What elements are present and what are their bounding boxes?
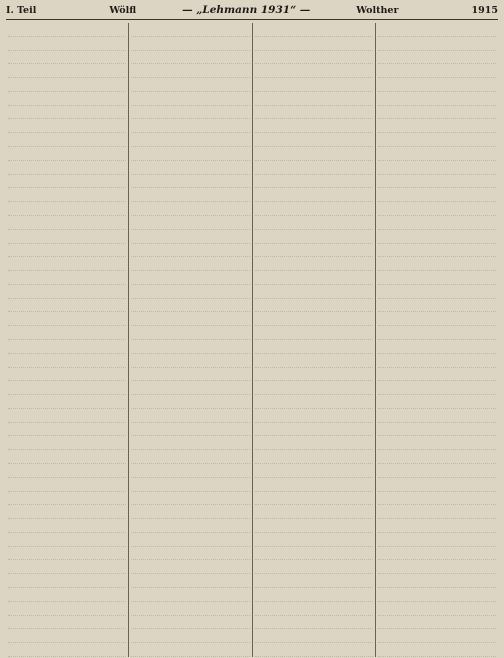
directory-entry <box>378 478 496 492</box>
directory-entry <box>131 312 249 326</box>
directory-entry <box>255 505 373 519</box>
directory-entry <box>8 106 126 120</box>
directory-entry <box>255 188 373 202</box>
directory-entry <box>378 271 496 285</box>
directory-entry <box>255 409 373 423</box>
directory-entry <box>255 629 373 643</box>
directory-entry <box>378 643 496 657</box>
directory-entry <box>378 175 496 189</box>
directory-entry <box>131 78 249 92</box>
directory-entry <box>8 37 126 51</box>
directory-entry <box>378 519 496 533</box>
directory-entry <box>255 147 373 161</box>
directory-entry <box>378 244 496 258</box>
directory-entry <box>131 64 249 78</box>
directory-entry <box>131 602 249 616</box>
directory-entry <box>8 519 126 533</box>
directory-entry <box>255 464 373 478</box>
directory-entry <box>255 119 373 133</box>
directory-entry <box>8 285 126 299</box>
directory-entry <box>255 64 373 78</box>
directory-entry <box>378 616 496 630</box>
directory-entry <box>378 106 496 120</box>
directory-columns <box>6 23 498 657</box>
directory-entry <box>8 450 126 464</box>
directory-entry <box>131 643 249 657</box>
directory-entry <box>131 230 249 244</box>
page-number: 1915 <box>471 5 498 16</box>
directory-entry <box>378 257 496 271</box>
directory-entry <box>255 271 373 285</box>
directory-entry <box>8 505 126 519</box>
directory-entry <box>8 202 126 216</box>
directory-entry <box>255 312 373 326</box>
directory-entry <box>8 216 126 230</box>
directory-entry <box>378 588 496 602</box>
directory-entry <box>378 450 496 464</box>
directory-entry <box>378 119 496 133</box>
directory-entry <box>255 519 373 533</box>
directory-entry <box>378 202 496 216</box>
directory-entry <box>8 161 126 175</box>
directory-entry <box>255 492 373 506</box>
directory-entry <box>8 230 126 244</box>
directory-entry <box>378 285 496 299</box>
directory-entry <box>8 643 126 657</box>
directory-entry <box>255 92 373 106</box>
directory-entry <box>255 78 373 92</box>
directory-entry <box>131 395 249 409</box>
directory-entry <box>8 423 126 437</box>
directory-entry <box>131 588 249 602</box>
running-head-right: Wolther <box>356 5 399 16</box>
directory-entry <box>8 92 126 106</box>
directory-entry <box>255 368 373 382</box>
directory-entry <box>131 147 249 161</box>
directory-entry <box>378 92 496 106</box>
directory-entry <box>131 119 249 133</box>
directory-entry <box>8 478 126 492</box>
directory-entry <box>8 409 126 423</box>
directory-entry <box>8 271 126 285</box>
directory-entry <box>378 368 496 382</box>
directory-entry <box>131 133 249 147</box>
directory-entry <box>378 602 496 616</box>
directory-entry <box>8 588 126 602</box>
directory-entry <box>255 450 373 464</box>
directory-entry <box>255 299 373 313</box>
directory-entry <box>131 492 249 506</box>
directory-entry <box>8 119 126 133</box>
directory-entry <box>8 354 126 368</box>
directory-entry <box>378 560 496 574</box>
directory-entry <box>378 340 496 354</box>
directory-entry <box>131 478 249 492</box>
directory-entry <box>255 395 373 409</box>
directory-entry <box>255 574 373 588</box>
directory-entry <box>255 478 373 492</box>
directory-entry <box>8 602 126 616</box>
directory-entry <box>378 492 496 506</box>
directory-entry <box>378 326 496 340</box>
directory-entry <box>131 409 249 423</box>
directory-entry <box>8 436 126 450</box>
directory-entry <box>131 326 249 340</box>
directory-entry <box>255 533 373 547</box>
directory-entry <box>131 175 249 189</box>
directory-entry <box>131 188 249 202</box>
directory-entry <box>255 340 373 354</box>
directory-entry <box>8 51 126 65</box>
directory-entry <box>378 381 496 395</box>
directory-entry <box>8 464 126 478</box>
directory-entry <box>131 202 249 216</box>
directory-entry <box>378 409 496 423</box>
directory-entry <box>8 312 126 326</box>
directory-entry <box>378 78 496 92</box>
directory-entry <box>131 216 249 230</box>
running-head-left: Wölfl <box>109 5 137 16</box>
directory-entry <box>255 354 373 368</box>
directory-entry <box>8 78 126 92</box>
directory-entry <box>378 147 496 161</box>
directory-entry <box>255 423 373 437</box>
directory-entry <box>131 616 249 630</box>
directory-entry <box>378 133 496 147</box>
directory-entry <box>8 244 126 258</box>
directory-column-3 <box>252 23 375 657</box>
directory-entry <box>255 381 373 395</box>
publication-banner: — „Lehmann 1931“ — <box>182 4 311 16</box>
directory-entry <box>378 23 496 37</box>
directory-entry <box>255 106 373 120</box>
directory-entry <box>131 519 249 533</box>
directory-entry <box>378 464 496 478</box>
directory-entry <box>131 505 249 519</box>
directory-entry <box>131 51 249 65</box>
directory-entry <box>8 147 126 161</box>
directory-entry <box>8 64 126 78</box>
directory-entry <box>378 188 496 202</box>
directory-entry <box>8 340 126 354</box>
directory-entry <box>378 423 496 437</box>
directory-entry <box>131 161 249 175</box>
directory-entry <box>378 395 496 409</box>
directory-entry <box>255 643 373 657</box>
directory-entry <box>8 547 126 561</box>
directory-entry <box>8 299 126 313</box>
directory-entry <box>255 202 373 216</box>
directory-column-4 <box>375 23 498 657</box>
directory-entry <box>378 547 496 561</box>
directory-entry <box>131 560 249 574</box>
directory-entry <box>131 629 249 643</box>
directory-entry <box>131 37 249 51</box>
directory-entry <box>131 106 249 120</box>
directory-entry <box>378 312 496 326</box>
directory-column-2 <box>128 23 251 657</box>
directory-entry <box>8 257 126 271</box>
directory-entry <box>8 188 126 202</box>
running-heads <box>109 4 398 16</box>
directory-entry <box>8 368 126 382</box>
directory-entry <box>8 616 126 630</box>
directory-entry <box>131 299 249 313</box>
directory-entry <box>378 505 496 519</box>
directory-entry <box>378 629 496 643</box>
directory-entry <box>255 257 373 271</box>
directory-entry <box>131 354 249 368</box>
directory-entry <box>8 326 126 340</box>
directory-entry <box>8 395 126 409</box>
directory-entry <box>378 299 496 313</box>
directory-entry <box>255 602 373 616</box>
directory-entry <box>131 436 249 450</box>
directory-entry <box>378 354 496 368</box>
directory-column-1 <box>6 23 128 657</box>
directory-entry <box>8 23 126 37</box>
directory-entry <box>255 285 373 299</box>
directory-entry <box>131 244 249 258</box>
directory-entry <box>131 368 249 382</box>
directory-entry <box>378 436 496 450</box>
directory-entry <box>8 574 126 588</box>
directory-entry <box>255 23 373 37</box>
directory-entry <box>255 216 373 230</box>
directory-entry <box>255 326 373 340</box>
directory-entry <box>255 547 373 561</box>
directory-entry <box>255 161 373 175</box>
directory-entry <box>131 271 249 285</box>
directory-entry <box>255 616 373 630</box>
directory-entry <box>131 547 249 561</box>
directory-entry <box>8 560 126 574</box>
directory-entry <box>378 161 496 175</box>
directory-entry <box>131 381 249 395</box>
directory-entry <box>131 92 249 106</box>
directory-entry <box>8 629 126 643</box>
directory-entry <box>8 133 126 147</box>
part-label: I. Teil <box>6 5 37 16</box>
directory-entry <box>378 533 496 547</box>
directory-entry <box>131 23 249 37</box>
directory-entry <box>378 574 496 588</box>
directory-entry <box>255 230 373 244</box>
directory-entry <box>8 381 126 395</box>
directory-entry <box>255 51 373 65</box>
directory-entry <box>378 51 496 65</box>
directory-entry <box>131 340 249 354</box>
directory-entry <box>255 436 373 450</box>
directory-entry <box>378 64 496 78</box>
directory-entry <box>255 133 373 147</box>
directory-entry <box>131 450 249 464</box>
directory-entry <box>131 574 249 588</box>
directory-entry <box>8 492 126 506</box>
directory-entry <box>378 216 496 230</box>
directory-entry <box>255 244 373 258</box>
directory-entry <box>378 37 496 51</box>
page-header <box>6 4 498 20</box>
directory-entry <box>8 533 126 547</box>
directory-entry <box>131 285 249 299</box>
directory-entry <box>378 230 496 244</box>
directory-entry <box>131 464 249 478</box>
directory-entry <box>131 257 249 271</box>
directory-entry <box>131 423 249 437</box>
directory-entry <box>255 37 373 51</box>
directory-entry <box>8 175 126 189</box>
directory-entry <box>131 533 249 547</box>
directory-entry <box>255 588 373 602</box>
directory-entry <box>255 175 373 189</box>
directory-entry <box>255 560 373 574</box>
